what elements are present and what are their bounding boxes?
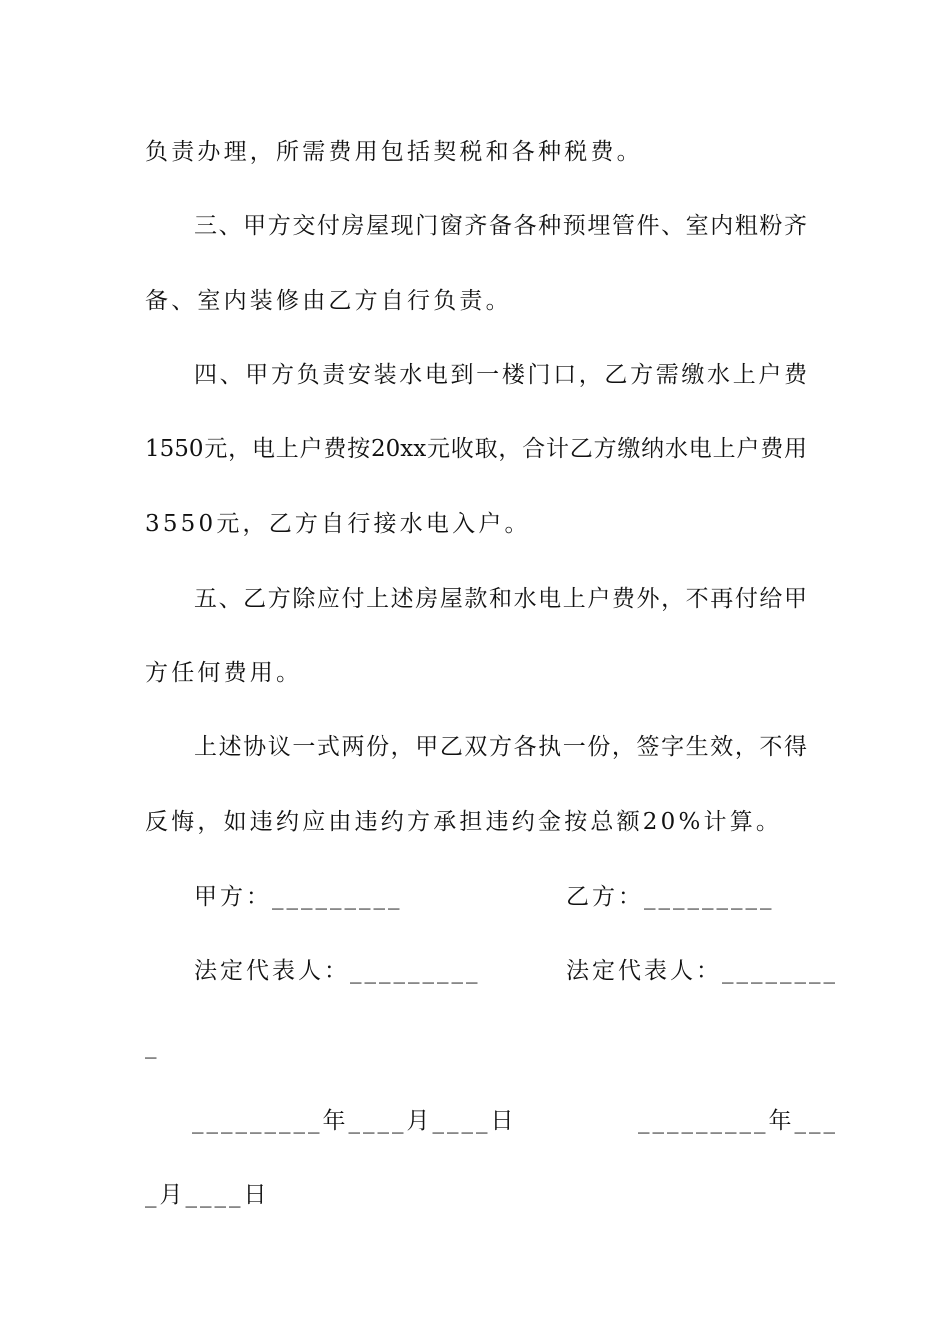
paragraph-line: 三、甲方交付房屋现门窗齐备各种预埋管件、室内粗粉齐 [194, 213, 807, 239]
party-b-signature: 乙方：_________ [566, 884, 775, 910]
paragraph-line: 1550元，电上户费按20xx元收取，合计乙方缴纳水电上户费用 [145, 436, 807, 462]
paragraph-line: 四、甲方负责安装水电到一楼门口，乙方需缴水上户费 [194, 362, 807, 388]
paragraph-line: 负责办理，所需费用包括契税和各种税费。 [145, 139, 643, 165]
party-b-representative-continued: _ [145, 1033, 160, 1059]
paragraph-line: 3550元，乙方自行接水电入户。 [145, 511, 531, 537]
party-a-representative: 法定代表人：_________ [194, 958, 481, 984]
paragraph-line: 反悔，如违约应由违约方承担违约金按总额20%计算。 [145, 809, 783, 835]
party-a-date: _________年____月____日 [192, 1108, 517, 1134]
party-a-signature: 甲方：_________ [194, 884, 403, 910]
party-b-representative: 法定代表人：________ [566, 958, 838, 984]
paragraph-line: 五、乙方除应付上述房屋款和水电上户费外，不再付给甲 [194, 586, 807, 612]
party-b-date-continued: _月____日 [145, 1182, 270, 1208]
paragraph-line: 方任何费用。 [145, 660, 303, 686]
paragraph-line: 上述协议一式两份，甲乙双方各执一份，签字生效，不得 [194, 734, 807, 760]
party-b-date: _________年___ [638, 1108, 838, 1134]
paragraph-line: 备、室内装修由乙方自行负责。 [145, 288, 512, 314]
